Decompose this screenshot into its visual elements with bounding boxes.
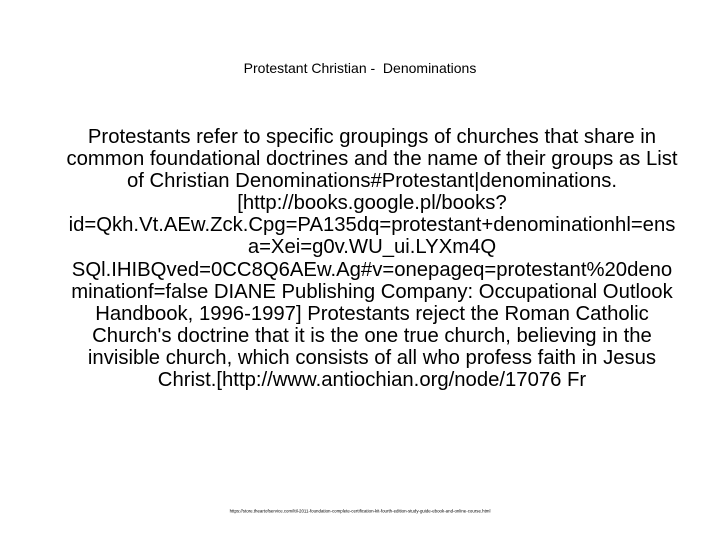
slide-body-text: Protestants refer to specific groupings of churches that share in common foundational doctrines and the name of their groups as List of Christian Denominations#Protestant|denominations.[http://books.google.pl/books?id=Qkh.Vt.AEw.Zck.Cpg=PA135dq=protestant+denominationhl=ensa=Xei=g0v.WU_ui.LYXm4Q SQl.IHIBQved=0CC8Q6AEw.Ag#v=onepageq=protestant%20denominationf=false DIANE Publishing Company: Occupational Outlook Handbook, 1996-1997] Protestants reject the Roman Catholic Church's doctrine that it is the one true church, believing in the invisible church, which consists of all who profess faith in Jesus Christ.[http://www.antiochian.org/node/17076 Fr — [66, 126, 678, 392]
slide-title: Protestant Christian - Denominations — [243, 60, 477, 76]
footer-url[interactable]: https://store.theartofservice.com/itil-2011-foundation-complete-certification-kit-fourth-edition-study-guide-ebook-and-online-course.html — [229, 508, 491, 515]
